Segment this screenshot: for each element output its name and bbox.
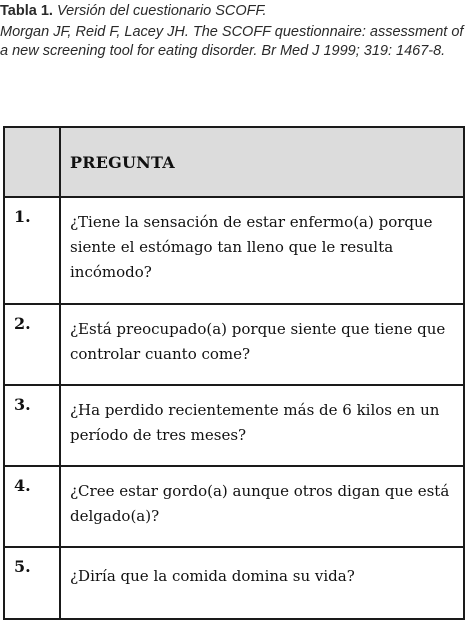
table-row: [4, 304, 464, 385]
caption-title: Versión del cuestionario SCOFF.: [56, 3, 267, 19]
table-row: [4, 385, 464, 466]
header-number-cell: [4, 127, 60, 197]
caption-title-line: [0, 2, 470, 21]
header-question-cell: PREGUNTA: [60, 127, 464, 197]
row-number: 1.: [4, 197, 60, 304]
row-number: 2.: [4, 304, 60, 385]
table-row: [4, 547, 464, 619]
row-question: ¿Cree estar gordo(a) aunque otros digan que está delgado(a)?: [60, 466, 464, 547]
row-number: 5.: [4, 547, 60, 619]
row-question: ¿Está preocupado(a) porque siente que tiene que controlar cuanto come?: [60, 304, 464, 385]
scoff-table: [3, 126, 465, 620]
caption-label: Tabla 1.: [0, 3, 53, 19]
table-caption: [0, 2, 470, 61]
row-number: 3.: [4, 385, 60, 466]
row-question: ¿Diría que la comida domina su vida?: [60, 547, 464, 619]
table-row: [4, 466, 464, 547]
table-header-row: [4, 127, 464, 197]
table-row: [4, 197, 464, 304]
row-number: 4.: [4, 466, 60, 547]
row-question: ¿Tiene la sensación de estar enfermo(a) porque siente el estómago tan lleno que le resulta incómodo?: [60, 197, 464, 304]
caption-reference: Morgan JF, Reid F, Lacey JH. The SCOFF questionnaire: assessment of a new screening tool for eating disorder. Br Med J 1999; 319: 1467-8.: [0, 24, 464, 59]
row-question: ¿Ha perdido recientemente más de 6 kilos en un período de tres meses?: [60, 385, 464, 466]
